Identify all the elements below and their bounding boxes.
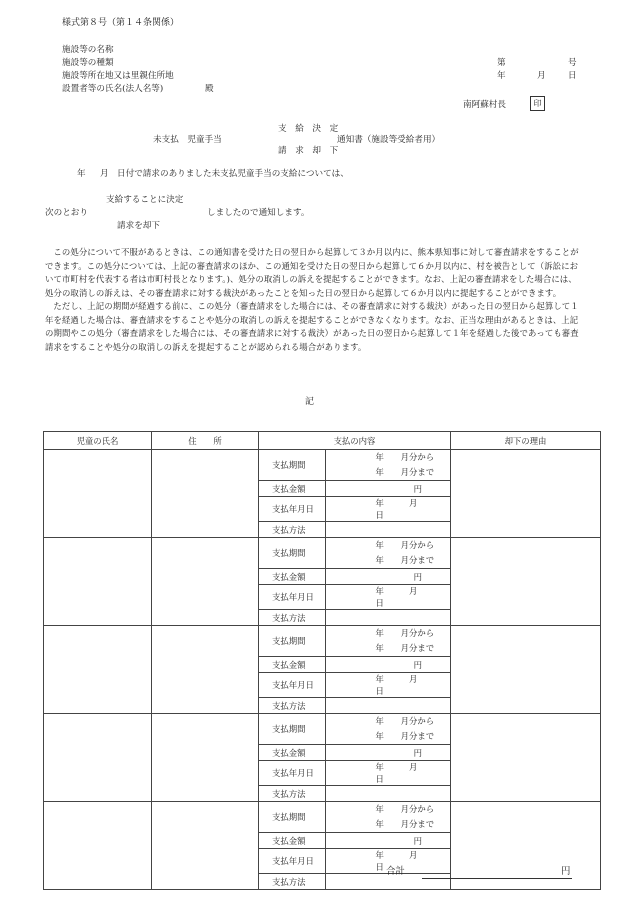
table-row: [44, 626, 601, 714]
date-label: 支払年月日: [259, 849, 325, 874]
date-day: 日: [568, 71, 577, 81]
amount-value[interactable]: 円: [325, 833, 450, 849]
method-value[interactable]: [325, 610, 450, 626]
period-to: 年 月分まで: [375, 643, 435, 653]
payment-details-cell: [259, 450, 451, 538]
date-month: 月: [537, 71, 546, 81]
date-label: 支払年月日: [259, 673, 325, 698]
date-value[interactable]: 年 月 日: [325, 497, 450, 522]
period-label: 支払期間: [259, 626, 325, 657]
period-from: 年 月分から: [375, 716, 435, 726]
rejection-reason-cell[interactable]: [451, 450, 601, 538]
period-value[interactable]: [325, 626, 450, 657]
period-from: 年 月分から: [375, 804, 435, 814]
address-cell[interactable]: [152, 802, 259, 890]
period-label: 支払期間: [259, 538, 325, 569]
amount-label: 支払金額: [259, 745, 325, 761]
method-label: 支払方法: [259, 610, 325, 626]
honorific: 殿: [205, 84, 214, 94]
total-unit: 円: [561, 866, 571, 877]
period-value[interactable]: [325, 538, 450, 569]
header-child-name: 児童の氏名: [44, 432, 152, 450]
date-label: 支払年月日: [259, 497, 325, 522]
payment-details-cell: [259, 538, 451, 626]
period-from: 年 月分から: [375, 540, 435, 550]
date-value[interactable]: 年 月 日: [325, 585, 450, 610]
appeal-paragraph-1: この処分について不服があるときは、この通知書を受けた日の翌日から起算して３か月以内に、熊本県知事に対して審査請求をすることができます。この処分については、上記の審査請求のほか、この通知を受けた日の翌日から起算して６か月以内に、村を被告として（訴訟において市町村を代表する者は市町村長となります。)、処分の取消しの訴えを提起することができます。なお、上記の審査請求をした場合には、処分の取消しの訴えは、その審査請求に対する裁決があったことを知った日の翌日から起算して６か月以内に提起することができます。: [45, 247, 579, 298]
address-cell[interactable]: [152, 538, 259, 626]
date-label: 支払年月日: [259, 761, 325, 786]
amount-label: 支払金額: [259, 833, 325, 849]
payment-table: [43, 431, 601, 890]
rejection-reason-cell[interactable]: [451, 626, 601, 714]
amount-value[interactable]: 円: [325, 481, 450, 497]
date-value[interactable]: 年 月 日: [325, 849, 450, 874]
child-name-cell[interactable]: [44, 626, 152, 714]
appeal-paragraph-2: ただし、上記の期間が経過する前に、この処分（審査請求をした場合には、その審査請求に対する裁決）があった日の翌日から起算して１年を経過した場合は、審査請求をすることや処分の取消しの訴えを提起することができなくなります。なお、正当な理由があるときは、上記の期間やこの処分（審査請求をした場合には、その審査請求に対する裁決）があった日の翌日から起算して１年を経過した後であっても審査請求をすることや処分の取消しの訴えを提起することが認められる場合があります。: [45, 301, 579, 352]
decision-trail: しましたので通知します。: [207, 208, 310, 218]
header-address: 住 所: [152, 432, 259, 450]
field-facility-type: 施設等の種類: [62, 58, 114, 68]
payment-details-cell: [259, 714, 451, 802]
total-label: 合計: [386, 866, 405, 877]
title-option-reject: 請 求 却 下: [278, 146, 339, 156]
payment-details-cell: [259, 626, 451, 714]
period-label: 支払期間: [259, 714, 325, 745]
method-label: 支払方法: [259, 522, 325, 538]
intro-month: 月: [100, 169, 109, 179]
payment-details-subtable: [259, 714, 450, 801]
period-label: 支払期間: [259, 450, 325, 481]
title-option-decision: 支 給 決 定: [278, 124, 339, 134]
period-to: 年 月分まで: [375, 731, 435, 741]
address-cell[interactable]: [152, 626, 259, 714]
child-name-cell[interactable]: [44, 450, 152, 538]
intro-year: 年: [77, 169, 86, 179]
period-to: 年 月分まで: [375, 555, 435, 565]
field-operator-name: 設置者等の氏名(法人名等): [62, 84, 164, 94]
date-year: 年: [497, 71, 506, 81]
table-row: [44, 538, 601, 626]
doc-number-suffix: 号: [568, 58, 577, 68]
child-name-cell[interactable]: [44, 538, 152, 626]
amount-label: 支払金額: [259, 657, 325, 673]
child-name-cell[interactable]: [44, 714, 152, 802]
decision-option-pay: 支給することに決定: [106, 195, 184, 205]
address-cell[interactable]: [152, 450, 259, 538]
period-from: 年 月分から: [375, 628, 435, 638]
period-label: 支払期間: [259, 802, 325, 833]
doc-number-prefix: 第: [497, 58, 506, 68]
date-value[interactable]: 年 月 日: [325, 761, 450, 786]
header-rejection-reason: 却下の理由: [451, 432, 601, 450]
form-number: 様式第８号（第１４条関係）: [62, 18, 180, 28]
payment-details-subtable: [259, 450, 450, 537]
method-value[interactable]: [325, 786, 450, 802]
appeal-notice: [45, 246, 585, 354]
method-label: 支払方法: [259, 874, 325, 890]
period-value[interactable]: [325, 802, 450, 833]
payment-details-subtable: [259, 626, 450, 713]
amount-label: 支払金額: [259, 481, 325, 497]
period-value[interactable]: [325, 714, 450, 745]
decision-lead: 次のとおり: [45, 208, 88, 218]
date-value[interactable]: 年 月 日: [325, 673, 450, 698]
period-value[interactable]: [325, 450, 450, 481]
table-row: [44, 450, 601, 538]
field-facility-name: 施設等の名称: [62, 45, 114, 55]
date-label: 支払年月日: [259, 585, 325, 610]
period-to: 年 月分まで: [375, 467, 435, 477]
field-facility-address: 施設等所在地又は里親住所地: [62, 71, 174, 81]
amount-value[interactable]: 円: [325, 745, 450, 761]
intro-text: 日付で請求のありました未支払児童手当の支給については、: [117, 169, 349, 179]
payment-details-subtable: [259, 538, 450, 625]
method-label: 支払方法: [259, 786, 325, 802]
method-value[interactable]: [325, 522, 450, 538]
method-label: 支払方法: [259, 698, 325, 714]
amount-value[interactable]: 円: [325, 657, 450, 673]
total-value-field[interactable]: [422, 863, 572, 879]
period-to: 年 月分まで: [375, 819, 435, 829]
amount-label: 支払金額: [259, 569, 325, 585]
decision-option-reject: 請求を却下: [117, 221, 160, 231]
issuer-name: 南阿蘇村長: [463, 100, 506, 110]
method-value[interactable]: [325, 698, 450, 714]
title-suffix: 通知書（施設等受給者用）: [337, 135, 441, 145]
ki-marker: 記: [305, 397, 315, 407]
rejection-reason-cell[interactable]: [451, 538, 601, 626]
address-cell[interactable]: [152, 714, 259, 802]
seal-stamp: 印: [530, 96, 545, 111]
child-name-cell[interactable]: [44, 802, 152, 890]
title-prefix: 未支払 児童手当: [153, 135, 222, 145]
header-payment-details: 支払の内容: [259, 432, 451, 450]
period-from: 年 月分から: [375, 452, 435, 462]
table-row: [44, 714, 601, 802]
amount-value[interactable]: 円: [325, 569, 450, 585]
rejection-reason-cell[interactable]: [451, 714, 601, 802]
